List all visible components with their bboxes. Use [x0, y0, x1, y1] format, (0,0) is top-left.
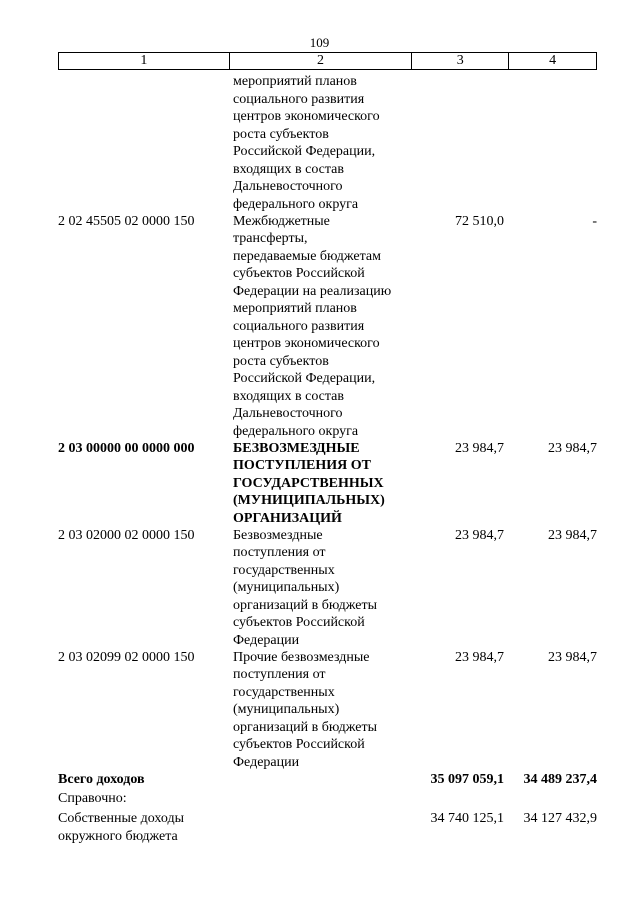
- row-desc-line: Федерации: [233, 633, 300, 648]
- row-desc-line: (МУНИЦИПАЛЬНЫХ): [233, 493, 385, 508]
- page-number: 109: [309, 35, 330, 50]
- row-desc-line: ОРГАНИЗАЦИЙ: [233, 511, 342, 526]
- row-value-col4: 23 984,7: [548, 650, 597, 665]
- row-desc-line: Российской Федерации,: [233, 371, 376, 386]
- own-income-value-col3: 34 740 125,1: [430, 811, 504, 826]
- cont-line: социального развития: [233, 92, 365, 107]
- row-desc-line: организаций в бюджеты: [233, 720, 377, 735]
- row-desc-line: передаваемые бюджетам: [233, 249, 381, 264]
- table-header: [58, 52, 597, 70]
- row-desc-line: центров экономического: [233, 336, 380, 351]
- row-code: 2 02 45505 02 0000 150: [58, 214, 195, 229]
- row-desc-line: мероприятий планов: [233, 301, 357, 316]
- row-desc-line: роста субъектов: [233, 354, 329, 369]
- cont-line: Дальневосточного: [233, 179, 343, 194]
- row-desc-line: БЕЗВОЗМЕЗДНЫЕ: [233, 441, 360, 456]
- row-desc-line: поступления от: [233, 545, 326, 560]
- cont-line: входящих в состав: [233, 162, 345, 177]
- row-value-col4: -: [592, 214, 597, 229]
- row-desc-line: Федерации: [233, 755, 300, 770]
- cont-line: центров экономического: [233, 109, 380, 124]
- row-value-col4: 23 984,7: [548, 528, 597, 543]
- cont-line: федерального округа: [233, 197, 359, 212]
- own-income-value-col4: 34 127 432,9: [523, 811, 597, 826]
- row-desc-line: Безвозмездные: [233, 528, 323, 543]
- cont-line: Российской Федерации,: [233, 144, 376, 159]
- row-desc-line: Федерации на реализацию: [233, 284, 392, 299]
- own-income-label: окружного бюджета: [58, 829, 178, 844]
- row-desc-line: социального развития: [233, 319, 365, 334]
- row-value-col3: 72 510,0: [455, 214, 504, 229]
- row-desc-line: (муниципальных): [233, 580, 340, 595]
- row-code: 2 03 02099 02 0000 150: [58, 650, 195, 665]
- row-code: 2 03 00000 00 0000 000: [58, 441, 195, 456]
- header-col-2: 2: [229, 53, 412, 70]
- total-value-col4: 34 489 237,4: [523, 772, 597, 787]
- row-desc-line: субъектов Российской: [233, 737, 365, 752]
- own-income-label: Собственные доходы: [58, 811, 185, 826]
- header-col-1: 1: [59, 53, 230, 70]
- total-value-col3: 35 097 059,1: [430, 772, 504, 787]
- row-desc-line: государственных: [233, 563, 335, 578]
- row-value-col4: 23 984,7: [548, 441, 597, 456]
- header-col-4: 4: [509, 53, 597, 70]
- header-col-3: 3: [412, 53, 509, 70]
- row-desc-line: субъектов Российской: [233, 615, 365, 630]
- row-desc-line: поступления от: [233, 667, 326, 682]
- row-code: 2 03 02000 02 0000 150: [58, 528, 195, 543]
- row-value-col3: 23 984,7: [455, 441, 504, 456]
- row-desc-line: организаций в бюджеты: [233, 598, 377, 613]
- cont-line: роста субъектов: [233, 127, 329, 142]
- row-desc-line: Межбюджетные: [233, 214, 330, 229]
- cont-line: мероприятий планов: [233, 74, 357, 89]
- row-desc-line: федерального округа: [233, 424, 359, 439]
- row-value-col3: 23 984,7: [455, 650, 504, 665]
- row-desc-line: ГОСУДАРСТВЕННЫХ: [233, 476, 384, 491]
- row-desc-line: Прочие безвозмездные: [233, 650, 370, 665]
- total-label: Всего доходов: [58, 772, 145, 787]
- row-desc-line: Дальневосточного: [233, 406, 343, 421]
- row-desc-line: (муниципальных): [233, 702, 340, 717]
- reference-label: Справочно:: [58, 791, 127, 806]
- row-value-col3: 23 984,7: [455, 528, 504, 543]
- row-desc-line: входящих в состав: [233, 389, 345, 404]
- row-desc-line: трансферты,: [233, 231, 308, 246]
- row-desc-line: государственных: [233, 685, 335, 700]
- row-desc-line: ПОСТУПЛЕНИЯ ОТ: [233, 458, 371, 473]
- row-desc-line: субъектов Российской: [233, 266, 365, 281]
